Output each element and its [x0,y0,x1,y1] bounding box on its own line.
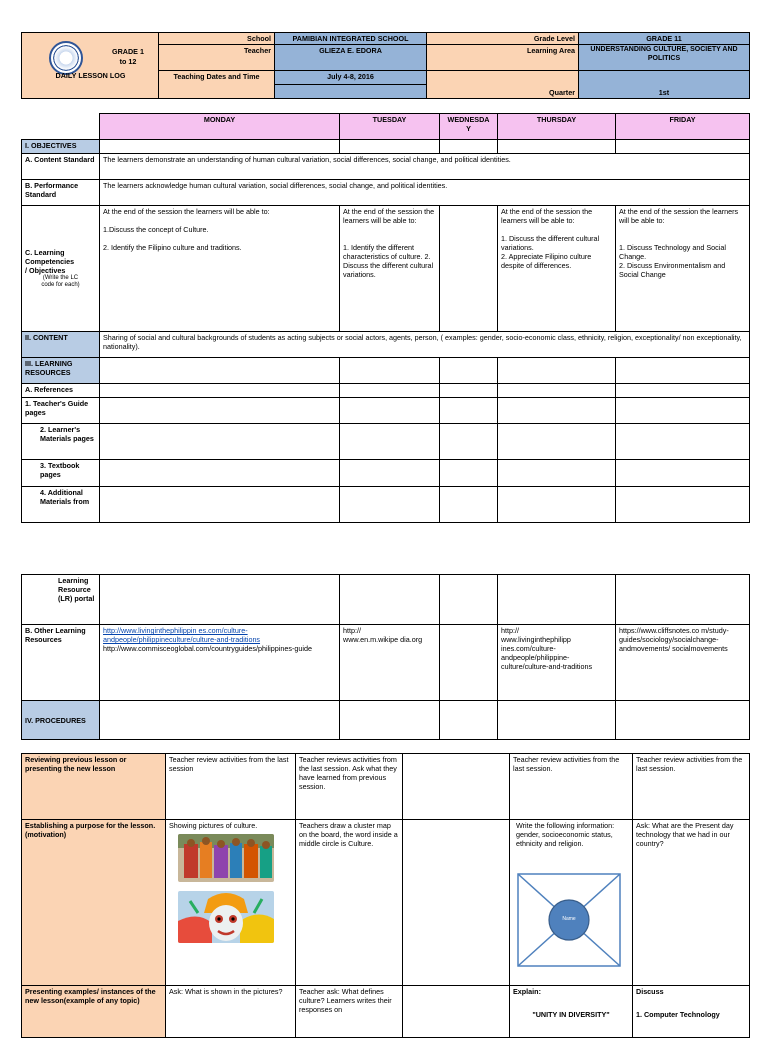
teacher-value: GLIEZA E. EDORA [275,45,427,71]
learning-resources-heading: III. LEARNING RESOURCES [22,358,100,384]
review-tuesday: Teacher reviews activities from the last session. Ask what they have learned from previous session. [296,754,403,820]
day-wednesday: WEDNESDA Y [440,114,498,140]
learning-area-value: UNDERSTANDING CULTURE, SOCIETY AND POLITICS [579,45,750,71]
grade-level-label: Grade Level [427,33,579,45]
lesson-table-2 [21,574,750,740]
purpose-monday [166,820,296,986]
teacher-label: Teacher [159,45,275,71]
purpose-friday: Ask: What are the Present day technology that we had in our country? [633,820,750,986]
content-standard-label: A. Content Standard [22,154,100,180]
day-friday: FRIDAY [616,114,750,140]
purpose-thursday-text: Write the following information: gender, socioeconomic status, ethnicity and religion. [516,821,615,848]
monday-resource-link[interactable]: http://www.livinginthephilippin es.com/culture-andpeople/philippineculture/culture-and-traditions [103,626,261,644]
additional-materials-label: 4. Additional Materials from [22,487,100,523]
review-monday: Teacher review activities from the last session [166,754,296,820]
purpose-tuesday: Teachers draw a cluster map on the board, the word inside a middle circle is Culture. [296,820,403,986]
examples-friday-item: 1. Computer Technology [636,1010,720,1019]
performance-standard-label: B. Performance Standard [22,180,100,206]
procedures-heading: IV. PROCEDURES [22,701,100,740]
competencies-monday: At the end of the session the learners will be able to: 1.Discuss the concept of Culture. 2. Identify the Filipino culture and traditions. [100,206,340,332]
deped-seal-icon [49,41,83,75]
dates-label: Teaching Dates and Time [159,71,275,99]
competencies-label-cell [22,206,100,332]
header-table [21,32,750,99]
grade-level-value: GRADE 11 [579,33,750,45]
competencies-thursday: At the end of the session the learners will be able to: 1. Discuss the different cultural variations. 2. Appreciate Filipino culture despite of differences. [498,206,616,332]
lesson-table-1 [21,113,750,523]
textbook-pages-label: 3. Textbook pages [22,460,100,487]
other-resources-monday [100,625,340,701]
competencies-note: (Write the LC code for each) [41,274,80,288]
examples-tuesday: Teacher ask: What defines culture? Learners writes their responses on [296,986,403,1038]
purpose-thursday [510,820,633,986]
quarter-label: Quarter [427,71,579,99]
examples-monday: Ask: What is shown in the pictures? [166,986,296,1038]
content-standard-text: The learners demonstrate an understanding of human cultural variation, social differences, social change, and political identities. [100,154,750,180]
quarter-value: 1st [579,71,750,99]
examples-friday [633,986,750,1038]
content-heading: II. CONTENT [22,332,100,358]
culture-photo-costumes [178,834,274,882]
other-resources-label: B. Other Learning Resources [22,625,100,701]
school-label: School [159,33,275,45]
day-monday: MONDAY [100,114,340,140]
performance-standard-text: The learners acknowledge human cultural variation, social differences, social change, and political identities. [100,180,750,206]
day-tuesday: TUESDAY [340,114,440,140]
content-text: Sharing of social and cultural backgrounds of students as acting subjects or social actors, agents, person, ( examples: gender, socio-economic class, ethnicity, religion, exceptionality/ non exceptionality, nationality). [100,332,750,358]
examples-friday-heading: Discuss [636,987,664,996]
teachers-guide-label: 1. Teacher's Guide pages [22,398,100,424]
culture-photo-mask [178,891,274,943]
dates-value: July 4-8, 2016 [275,71,427,85]
purpose-monday-text: Showing pictures of culture. [169,821,258,830]
day-thursday: THURSDAY [498,114,616,140]
purpose-label: Establishing a purpose for the lesson.(motivation) [22,820,166,986]
review-label: Reviewing previous lesson or presenting the new lesson [22,754,166,820]
lr-portal-label: Learning Resource (LR) portal [22,575,100,625]
learning-area-label: Learning Area [427,45,579,71]
competencies-tuesday: At the end of the session the learners will be able to: 1. Identify the different characteristics of culture. 2. Discuss the different cultural variations. [340,206,440,332]
examples-label: Presenting examples/ instances of the new lesson(example of any topic) [22,986,166,1038]
objectives-heading: I. OBJECTIVES [22,140,100,154]
diagram-center-label: Name [562,916,576,922]
dates-extra [275,85,427,99]
competencies-friday: At the end of the session the learners will be able to: 1. Discuss Technology and Social Change. 2. Discuss Environmentalism and Social Change [616,206,750,332]
examples-thursday-heading: Explain: [513,987,541,996]
monday-resource-text: http://www.commisceoglobal.com/countryguides/philippines-guide [103,644,312,653]
competencies-wednesday [440,206,498,332]
examples-thursday [510,986,633,1038]
procedures-table [21,753,750,1038]
references-label: A. References [22,384,100,398]
review-friday: Teacher review activities from the last session. [633,754,750,820]
header-logo-cell [22,33,159,99]
grade-range: GRADE 1 to 12 [112,47,144,67]
competencies-label: C. Learning Competencies / Objectives [25,247,75,275]
other-resources-tuesday: http:// www.en.m.wikipe dia.org [340,625,440,701]
other-resources-thursday: http:// www.livinginthephilipp ines.com/culture-andpeople/philippine-culture/culture-and-traditions [498,625,616,701]
review-thursday: Teacher review activities from the last session. [510,754,633,820]
learners-materials-label: 2. Learner's Materials pages [22,424,100,460]
school-value: PAMIBIAN INTEGRATED SCHOOL [275,33,427,45]
other-resources-friday: https://www.cliffsnotes.co m/study-guides/sociology/socialchange-andmovements/ socialmovements [616,625,750,701]
examples-thursday-phrase: "UNITY IN DIVERSITY" [532,1010,610,1019]
log-title: DAILY LESSON LOG [55,71,126,80]
